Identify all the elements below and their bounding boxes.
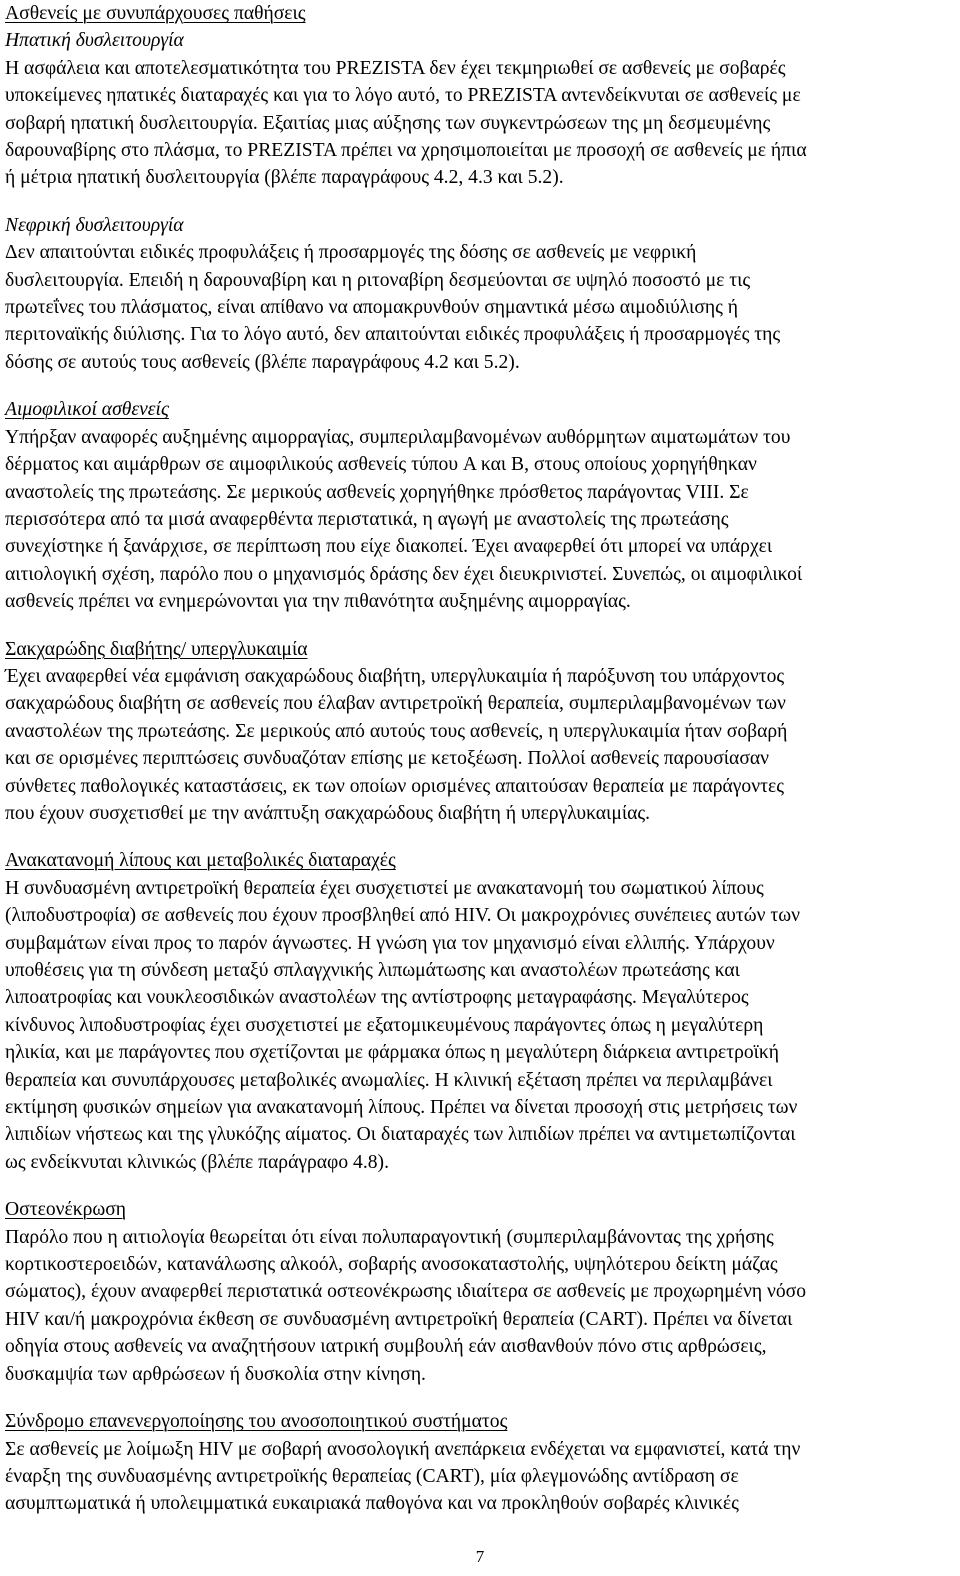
paragraph-line: δυσκαμψία των αρθρώσεων ή δυσκολία στην κίνηση.: [5, 1363, 426, 1385]
document-page: [5, 0, 951, 1518]
paragraph-gap: [5, 1176, 951, 1196]
paragraph-line: ή μέτρια ηπατική δυσλειτουργία (βλέπε παραγράφους 4.2, 4.3 και 5.2).: [5, 167, 564, 189]
paragraph-line: δόσης σε αυτούς τους ασθενείς (βλέπε παραγράφους 4.2 και 5.2).: [5, 351, 520, 373]
paragraph-line: δυσλειτουργία. Επειδή η δαρουναβίρη και η ριτοναβίρη δεσμεύονται σε υψηλό ποσοστό με τις: [5, 269, 751, 291]
paragraph-line: σώματος), έχουν αναφερθεί περιστατικά οστεονέκρωσης ιδιαίτερα σε ασθενείς με προχωρημένη νόσο: [5, 1281, 806, 1303]
paragraph-line: λιποατροφίας και νουκλεοσιδικών αναστολέων της αντίστροφης μεταγραφάσης. Μεγαλύτερος: [5, 987, 749, 1009]
paragraph-line: Παρόλο που η αιτιολογία θεωρείται ότι είναι πολυπαραγοντική (συμπεριλαμβάνοντας της χρήσης: [5, 1226, 774, 1248]
paragraph-line: ηλικία, και με παράγοντες που σχετίζονται με φάρμακα όπως η μεγαλύτερη διάρκεια αντιρετροϊκή: [5, 1042, 780, 1064]
section-diabetes: [5, 636, 951, 828]
paragraph-line: δαρουναβίρης στο πλάσμα, το PREZISTA πρέπει να χρησιμοποιείται με προσοχή σε ασθενείς με ήπια: [5, 140, 807, 162]
paragraph-line: πρωτεΐνες του πλάσματος, είναι απίθανο να απομακρυνθούν σημαντικά μέσω αιμοδιύλισης ή: [5, 297, 739, 319]
paragraph-gap: [5, 192, 951, 212]
paragraph-line: υποκείμενες ηπατικές διαταραχές και για το λόγο αυτό, το PREZISTA αντενδείκνυται σε ασθενείς με: [5, 85, 801, 107]
paragraph-line: αναστολέων της πρωτεάσης. Σε μερικούς από αυτούς τους ασθενείς, η υπεργλυκαιμία ήταν σοβαρή: [5, 720, 788, 742]
paragraph-line: σακχαρώδους διαβήτη σε ασθενείς που έλαβαν αντιρετροϊκή θεραπεία, συμπεριλαμβανομένων των: [5, 693, 786, 715]
paragraph-line: και σε ορισμένες περιπτώσεις συνδυαζόταν επίσης με κετοξέωση. Πολλοί ασθενείς παρουσίασαν: [5, 748, 770, 770]
paragraph-line: συνεχίστηκε ή ξανάρχισε, σε περίπτωση που είχε διακοπεί. Έχει αναφερθεί ότι μπορεί να υπάρχει: [5, 536, 773, 558]
paragraph-line: περισσότερα από τα μισά αναφερθέντα περιστατικά, η αγωγή με αναστολείς της πρωτεάσης: [5, 508, 729, 530]
paragraph-line: δέρματος και αιμάρθρων σε αιμοφιλικούς ασθενείς τύπου A και B, στους οποίους χορηγήθηκαν: [5, 454, 757, 476]
paragraph-line: κίνδυνος λιποδυστροφίας έχει συσχετιστεί με εξατομικευμένους παράγοντες όπως η μεγαλύτερη: [5, 1014, 764, 1036]
paragraph-line: ασυμπτωματικά ή υπολειμματικά ευκαιριακά παθογόνα και να προκληθούν σοβαρές κλινικές: [5, 1493, 739, 1515]
paragraph-line: έναρξη της συνδυασμένης αντιρετροϊκής θεραπείας (CART), μία φλεγμονώδης αντίδραση σε: [5, 1465, 739, 1487]
paragraph-line: κορτικοστεροειδών, κατανάλωσης αλκοόλ, σοβαρής ανοσοκαταστολής, υψηλότερου δείκτη μάζας: [5, 1254, 778, 1276]
section-fat-redistribution: [5, 847, 951, 1176]
paragraph-line: Έχει αναφερθεί νέα εμφάνιση σακχαρώδους διαβήτη, υπεργλυκαιμία ή παρόξυνση του υπάρχοντος: [5, 665, 785, 687]
paragraph-line: θεραπεία και συνυπάρχουσες μεταβολικές ανωμαλίες. Η κλινική εξέταση πρέπει να περιλαμβάνει: [5, 1069, 773, 1091]
section-heading: Ανακατανομή λίπους και μεταβολικές διαταραχές: [5, 850, 396, 872]
paragraph-line: σύνθετες παθολογικές καταστάσεις, εκ των οποίων ορισμένες απαιτούσαν θεραπεία με παράγοντες: [5, 775, 784, 797]
section-heading: Οστεονέκρωση: [5, 1199, 127, 1221]
paragraph-line: ασθενείς πρέπει να ενημερώνονται για την πιθανότητα αυξημένης αιμορραγίας.: [5, 591, 631, 613]
paragraph-line: αιτιολογική σχέση, παρόλο που ο μηχανισμός δράσης δεν έχει διευκρινιστεί. Συνεπώς, οι αιμοφιλικοί: [5, 563, 803, 585]
subsection-heading-hepatic: Ηπατική δυσλειτουργία: [5, 30, 184, 52]
paragraph-line: υποθέσεις για τη σύνδεση μεταξύ σπλαγχνικής λιπωμάτωσης και αναστολέων πρωτεάσης και: [5, 960, 740, 981]
paragraph-line: εκτίμηση φυσικών σημείων για ανακατανομή λίπους. Πρέπει να δίνεται προσοχή στις μετρήσεις των: [5, 1097, 798, 1119]
paragraph-gap: [5, 616, 951, 636]
section-heading: Ασθενείς με συνυπάρχουσες παθήσεις: [5, 3, 306, 24]
paragraph-line: συμβαμάτων είναι προς το παρόν άγνωστες. Η γνώση για τον μηχανισμό είναι ελλιπής. Υπάρχουν: [5, 932, 775, 954]
section-osteonecrosis: [5, 1196, 951, 1388]
paragraph-line: Δεν απαιτούνται ειδικές προφυλάξεις ή προσαρμογές της δόσης σε ασθενείς με νεφρική: [5, 242, 697, 264]
paragraph-gap: [5, 1388, 951, 1408]
paragraph-line: ως ενδείκνυται κλινικώς (βλέπε παράγραφο 4.8).: [5, 1151, 389, 1173]
paragraph-line: Υπήρξαν αναφορές αυξημένης αιμορραγίας, συμπεριλαμβανομένων αυθόρμητων αιματωμάτων του: [5, 426, 791, 448]
paragraph-gap: [5, 827, 951, 847]
subsection-heading-renal: Νεφρική δυσλειτουργία: [5, 214, 184, 236]
paragraph-line: οδηγία στους ασθενείς να αναζητήσουν ιατρική συμβουλή εάν αισθανθούν πόνο στις αρθρώσεις,: [5, 1336, 767, 1358]
paragraph-line: Η συνδυασμένη αντιρετροϊκή θεραπεία έχει συσχετιστεί με ανακατανομή του σωματικού λίπους: [5, 877, 764, 899]
section-heading: Σακχαρώδης διαβήτης/ υπεργλυκαιμία: [5, 638, 308, 660]
paragraph-line: περιτοναϊκής διύλισης. Για το λόγο αυτό, δεν απαιτούνται ειδικές προφυλάξεις ή προσαρμογές της: [5, 324, 781, 346]
section-comorbidities: [5, 0, 951, 616]
paragraph-line: Η ασφάλεια και αποτελεσματικότητα του PREZISTA δεν έχει τεκμηριωθεί σε ασθενείς με σοβαρές: [5, 57, 786, 79]
paragraph-gap: [5, 376, 951, 396]
subsection-heading-hemophilia: Αιμοφιλικοί ασθενείς: [5, 399, 169, 421]
paragraph-line: αναστολείς της πρωτεάσης. Σε μερικούς ασθενείς χορηγήθηκε πρόσθετος παράγοντας VIII. Σε: [5, 481, 749, 503]
page-number: 7: [475, 1547, 485, 1566]
paragraph-line: που έχουν συσχετισθεί με την ανάπτυξη σακχαρώδους διαβήτη ή υπεργλυκαιμίας.: [5, 802, 651, 824]
paragraph-line: λιπιδίων νήστεως και της γλυκόζης αίματος. Οι διαταραχές των λιπιδίων πρέπει να αντιμετωπίζονται: [5, 1124, 796, 1146]
section-heading: Σύνδρομο επανενεργοποίησης του ανοσοποιητικού συστήματος: [5, 1411, 508, 1433]
paragraph-line: (λιποδυστροφία) σε ασθενείς που έχουν προσβληθεί από HIV. Οι μακροχρόνιες συνέπειες αυτών των: [5, 905, 801, 927]
paragraph-line: σοβαρή ηπατική δυσλειτουργία. Εξαιτίας μιας αύξησης των συγκεντρώσεων της μη δεσμευμένης: [5, 112, 771, 134]
paragraph-line: HIV και/ή μακροχρόνια έκθεση σε συνδυασμένη αντιρετροϊκή θεραπεία (CART). Πρέπει να δίνεται: [5, 1308, 793, 1330]
section-immune-reconstitution: [5, 1408, 951, 1518]
paragraph-line: Σε ασθενείς με λοίμωξη HIV με σοβαρή ανοσολογική ανεπάρκεια ενδέχεται να εμφανιστεί, κατά την: [5, 1438, 801, 1460]
